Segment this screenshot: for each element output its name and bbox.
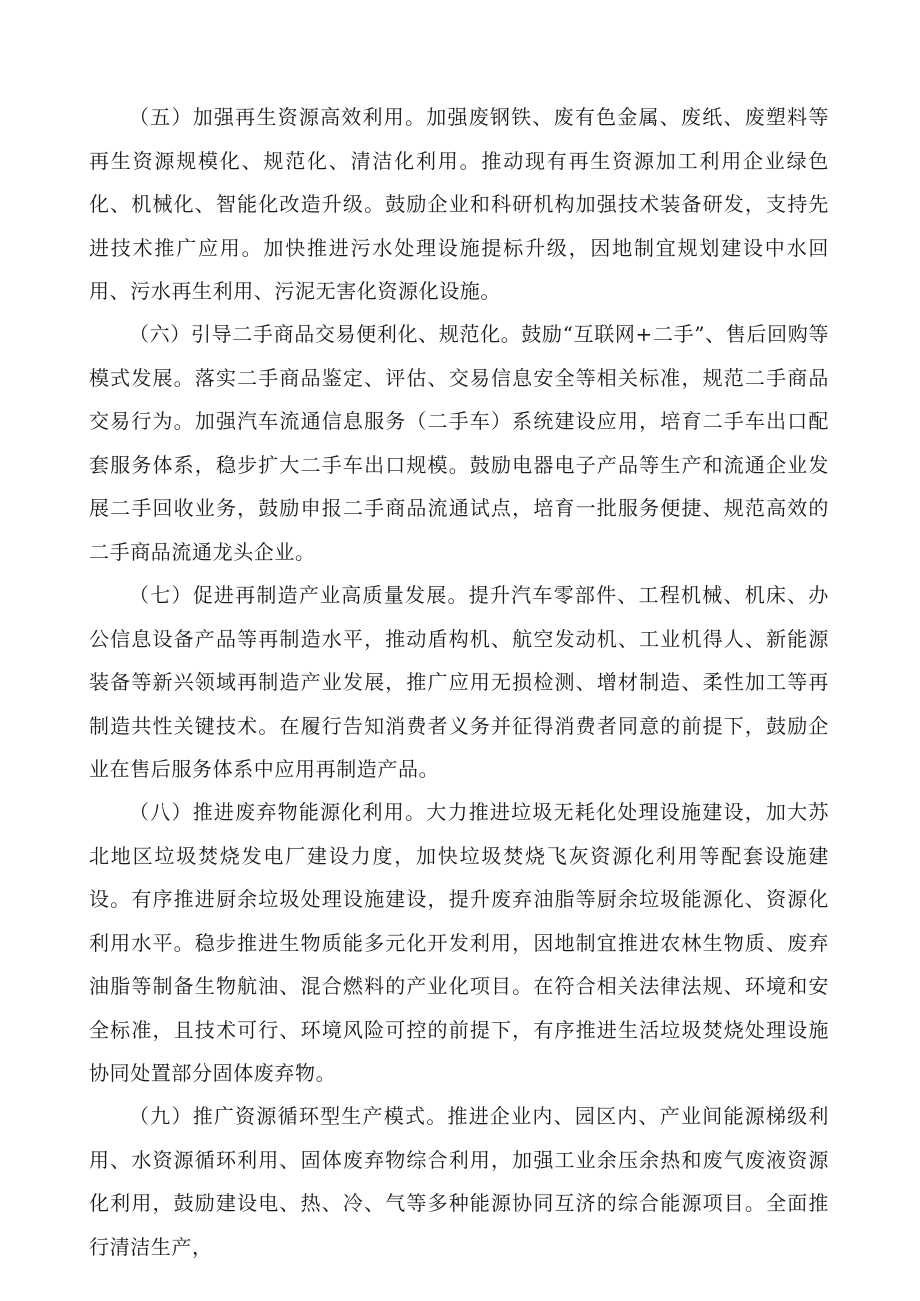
- paragraph-8-waste-to-energy: （八）推进废弃物能源化利用。大力推进垃圾无耗化处理设施建设，加大苏北地区垃圾焚烧发电厂建设力度，加快垃圾焚烧飞灰资源化利用等配套设施建设。有序推进厨余垃圾处理设施建设，提升废弃油脂等厨余垃圾能源化、资源化利用水平。稳步推进生物质能多元化开发利用，因地制宜推进农林生物质、废弃油脂等制备生物航油、混合燃料的产业化项目。在符合相关法律法规、环境和安全标准，且技术可行、环境风险可控的前提下，有序推进生活垃圾焚烧处理设施协同处置部分固体废弃物。: [89, 800, 829, 1085]
- paragraph-5-recycled-resources: （五）加强再生资源高效利用。加强废钢铁、废有色金属、废纸、废塑料等再生资源规模化、规范化、清洁化利用。推动现有再生资源加工利用企业绿色化、机械化、智能化改造升级。鼓励企业和科研机构加强技术装备研发，支持先进技术推广应用。加快推进污水处理设施提标升级，因地制宜规划建设中水回用、污水再生利用、污泥无害化资源化设施。: [89, 105, 829, 303]
- paragraph-7-remanufacturing: （七）促进再制造产业高质量发展。提升汽车零部件、工程机械、机床、办公信息设备产品等再制造水平，推动盾构机、航空发动机、工业机得人、新能源装备等新兴领域再制造产业发展，推广应用无损检测、增材制造、柔性加工等再制造共性关键技术。在履行告知消费者义务并征得消费者同意的前提下，鼓励企业在售后服务体系中应用再制造产品。: [89, 583, 829, 781]
- paragraph-9-circular-production: （九）推广资源循环型生产模式。推进企业内、园区内、产业间能源梯级利用、水资源循环利用、固体废弃物综合利用，加强工业余压余热和废气废液资源化利用，鼓励建设电、热、冷、气等多种能源协同互济的综合能源项目。全面推行清洁生产，: [89, 1104, 829, 1259]
- paragraph-6-second-hand-goods: （六）引导二手商品交易便利化、规范化。鼓励“互联网+二手”、售后回购等模式发展。落实二手商品鉴定、评估、交易信息安全等相关标准，规范二手商品交易行为。加强汽车流通信息服务（二手车）系统建设应用，培育二手车出口配套服务体系，稳步扩大二手车出口规模。鼓励电器电子产品等生产和流通企业发展二手回收业务，鼓励申报二手商品流通试点，培育一批服务便捷、规范高效的二手商品流通龙头企业。: [89, 322, 829, 564]
